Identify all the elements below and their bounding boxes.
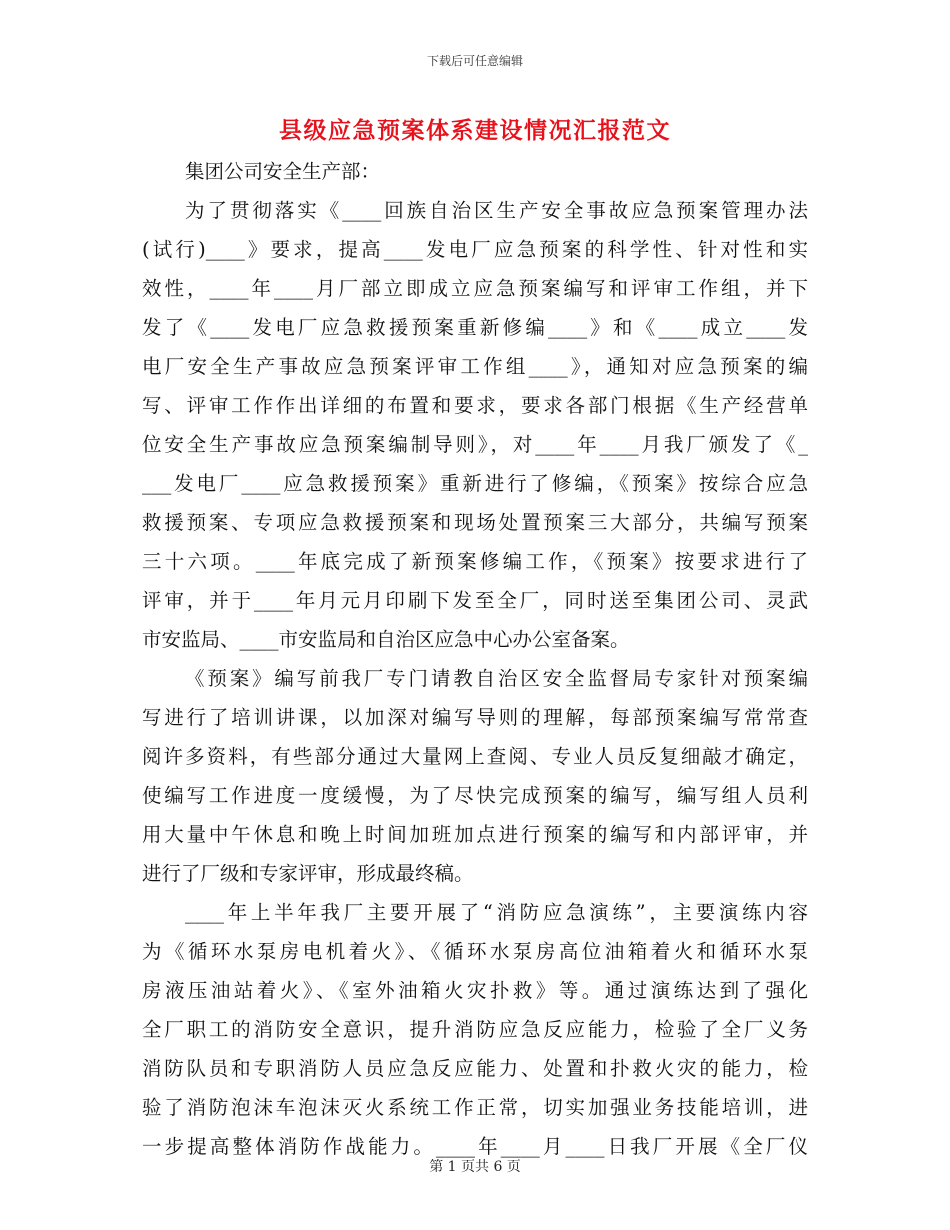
body-line: 为《循环水泵房电机着火》、《循环水泵房高位油箱着火和循环水泵 <box>142 940 808 963</box>
body-line: 用大量中午休息和晚上时间加班加点进行预案的编写和内部评审，并 <box>142 823 808 846</box>
body-line: 全厂职工的消防安全意识，提升消防应急反应能力，检验了全厂义务 <box>142 1018 808 1041</box>
body-line: 一步提高整体消防作战能力。____年____月____日我厂开展《全厂仪 <box>142 1135 808 1158</box>
body-line: 为了贯彻落实《____回族自治区生产安全事故应急预案管理办法 <box>185 199 808 222</box>
salutation: 集团公司安全生产部： <box>185 160 381 183</box>
body-line: 写、评审工作作出详细的布置和要求，要求各部门根据《生产经营单 <box>142 394 808 417</box>
body-line: 使编写工作进度一度缓慢，为了尽快完成预案的编写，编写组人员利 <box>142 784 808 807</box>
body-line: 阅许多资料，有些部分通过大量网上查阅、专业人员反复细敲才确定， <box>142 745 808 768</box>
body-line: 位安全生产事故应急预案编制导则》，对____年____月我厂颁发了《_ <box>142 433 808 456</box>
body-line: 市安监局、____市安监局和自治区应急中心办公室备案。 <box>142 628 630 651</box>
page-header-note: 下载后可任意编辑 <box>426 54 523 68</box>
body-line: 评审，并于____年月元月印刷下发至全厂，同时送至集团公司、灵武 <box>142 589 808 612</box>
body-line: 验了消防泡沫车泡沫灭火系统工作正常，切实加强业务技能培训，进 <box>142 1096 808 1119</box>
body-line: 进行了厂级和专家评审，形成最终稿。 <box>142 862 474 885</box>
document-title: 县级应急预案体系建设情况汇报范文 <box>279 117 671 144</box>
body-line: 发了《____发电厂应急救援预案重新修编____》和《____成立____发 <box>142 316 808 339</box>
body-line: 效性，____年____月厂部立即成立应急预案编写和评审工作组，并下 <box>142 277 808 300</box>
body-line: ___发电厂____应急救援预案》重新进行了修编，《预案》按综合应急 <box>142 472 808 495</box>
body-line: 写进行了培训讲课，以加深对编写导则的理解，每部预案编写常常查 <box>142 706 808 729</box>
body-line: 三十六项。____年底完成了新预案修编工作，《预案》按要求进行了 <box>142 550 808 573</box>
body-line: 消防队员和专职消防人员应急反应能力、处置和扑救火灾的能力，检 <box>142 1057 808 1080</box>
body-line: ____年上半年我厂主要开展了“消防应急演练”，主要演练内容 <box>185 901 808 924</box>
body-line: 电厂安全生产事故应急预案评审工作组____》，通知对应急预案的编 <box>142 355 808 378</box>
page-footer-page-number: 第 1 页共 6 页 <box>429 1159 521 1175</box>
body-line: 《预案》编写前我厂专门请教自治区安全监督局专家针对预案编 <box>185 667 808 690</box>
body-line: 救援预案、专项应急救援预案和现场处置预案三大部分，共编写预案 <box>142 511 808 534</box>
document-body <box>142 152 808 1166</box>
body-line: 房液压油站着火》、《室外油箱火灾扑救》等。通过演练达到了强化 <box>142 979 808 1002</box>
body-line: (试行)____》要求，提高____发电厂应急预案的科学性、针对性和实 <box>142 238 808 261</box>
